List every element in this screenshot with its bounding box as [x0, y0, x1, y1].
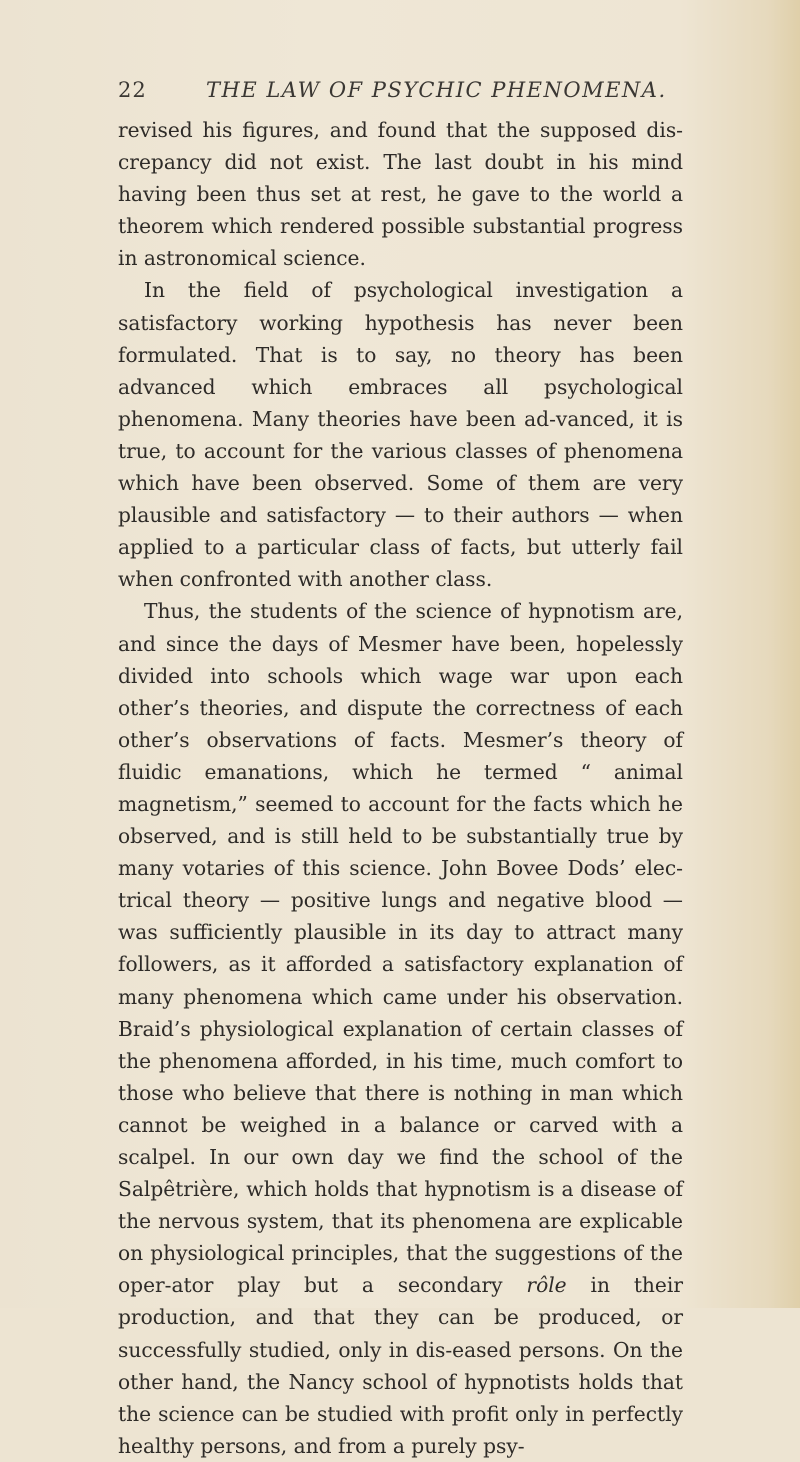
body-text [118, 114, 683, 1462]
paragraph-hypnotism-schools [118, 595, 683, 1462]
paragraph-continuation: revised his figures, and found that the supposed dis-crepancy did not exist. The last doubt in his mind having been thus set at rest, he gave to the world a theorem which rendered possible substantial progress in astronomical science. [118, 118, 683, 271]
paragraph-psychological-investigation: In the field of psychological investigation a satisfactory working hypothesis has never been formulated. That is to say, no theory has been advanced which embraces all psychological phenomena. Many theories have been ad-vanced, it is true, to account for the various classes of phenomena which have been observed. Some of them are very plausible and satisfactory — to their authors — when applied to a particular class of facts, but utterly fail when confronted with another class. [118, 278, 683, 592]
running-head [118, 78, 683, 108]
italic-role-word: rôle [526, 1273, 567, 1298]
paragraph-text-part-1: Thus, the students of the science of hypnotism are, and since the days of Mesmer have been, hopelessly divided into schools which wage war upon each other’s theories, and dispute the correctness of each other’s observations of facts. Mesmer’s theory of fluidic emanations, which he termed “ animal magnetism,” seemed to account for the facts which he observed, and is still held to be substantially true by many votaries of this science. John Bovee Dods’ elec-trical theory — positive lungs and negative blood — was sufficiently plausible in its day to attract many followers, as it afforded a satisfactory explanation of many phenomena which came under his observation. Braid’s physiological explanation of certain classes of the phenomena afforded, in his time, much comfort to those who believe that there is nothing in man which cannot be weighed in a balance or carved with a scalpel. In our own day we find the school of the Salpêtrière, which holds that hypnotism is a disease of the nervous system, that its phenomena are explicable on physiological principles, that the suggestions of the oper-ator play but a secondary [118, 599, 683, 1298]
page-number: 22 [118, 78, 147, 102]
paragraph-text-part-2: in their production, and that they can be produced, or successfully studied, only in dis-eased persons. On the other hand, the Nancy school of hypnotists holds that the science can be studied with profit only in perfectly healthy persons, and from a purely psy- [118, 1273, 683, 1458]
running-head-title: THE LAW OF PSYCHIC PHENOMENA. [206, 78, 667, 102]
